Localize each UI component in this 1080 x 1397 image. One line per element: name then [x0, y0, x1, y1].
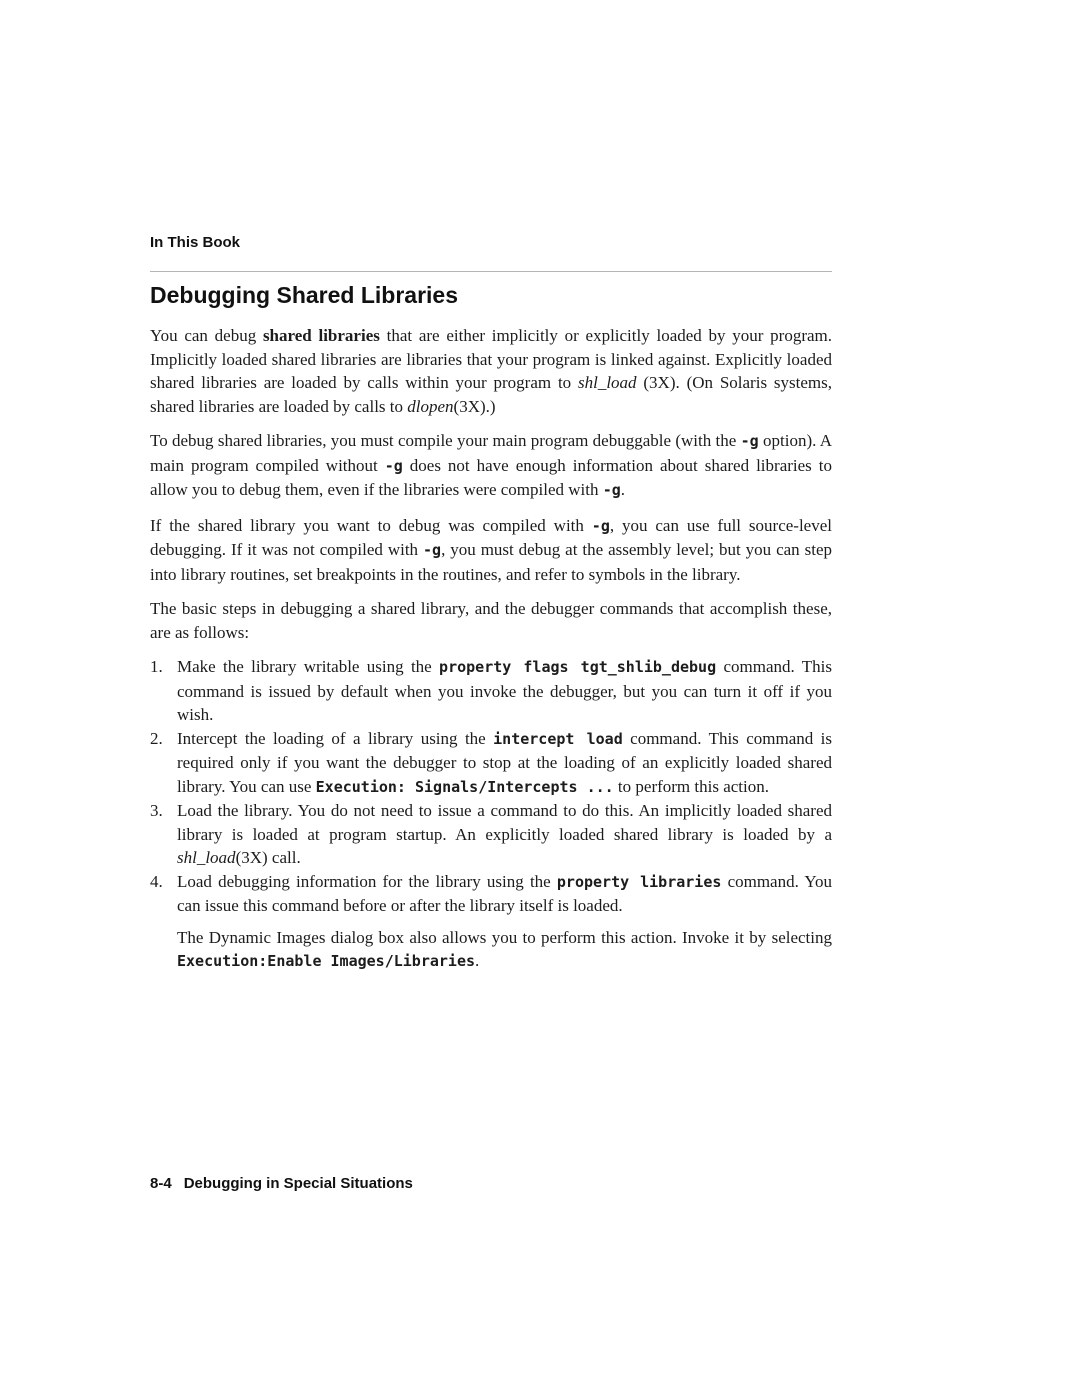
paragraph-2: To debug shared libraries, you must compile your main program debuggable (with the -g option). A main program compiled without -g does not have enough information about shared libraries to allow you to debug them, even if the libraries were compiled with -g. [150, 431, 832, 499]
list-item [150, 870, 832, 918]
page-footer [150, 1175, 413, 1192]
footer-section-title: Debugging in Special Situations [183, 1175, 413, 1192]
page-title: Debugging Shared Libraries [150, 282, 458, 308]
list-item-number: 1. [150, 657, 163, 676]
list-item-text: Intercept the loading of a library using the intercept load command. This command is required only if you want the debugger to stop at the loading of an explicitly loaded shared library. You can use Execution: Signals/Intercepts ... to perform this action. [177, 728, 832, 796]
list-item-text: Make the library writable using the property flags tgt_shlib_debug command. This command is issued by default when you invoke the debugger, but you can turn it off if you wish. [177, 657, 832, 724]
list-item [150, 727, 832, 800]
paragraph-5: The Dynamic Images dialog box also allows you to perform this action. Invoke it by selecting Execution:Enable Images/Libraries. [177, 927, 832, 970]
section-rule [150, 271, 832, 272]
page-number: 8-4 [150, 1175, 172, 1192]
paragraph-4: The basic steps in debugging a shared library, and the debugger commands that accomplish these, are as follows: [150, 599, 832, 642]
list-item-number: 2. [150, 728, 163, 748]
list-item-number: 3. [150, 801, 163, 820]
list-item [150, 799, 832, 870]
list-item-number: 4. [150, 871, 163, 891]
paragraph-3: If the shared library you want to debug was compiled with -g, you can use full source-level debugging. If it was not compiled with -g, you must debug at the assembly level; but you can step into library routines, set breakpoints in the routines, and refer to symbols in the library. [150, 515, 832, 584]
list-item [150, 655, 832, 727]
section-label: In This Book [150, 234, 240, 251]
paragraph-1: You can debug shared libraries that are either implicitly or explicitly loaded by your program. Implicitly loaded shared libraries are libraries that your program is linked against. Explicitly loaded shared libraries are loaded by calls within your program to shl_load (3X). (On Solaris systems, shared libraries are loaded by calls to dlopen(3X).) [150, 326, 833, 416]
steps-list [150, 655, 832, 918]
page-content [150, 234, 832, 985]
list-item-text: Load debugging information for the library using the property libraries command. You can issue this command before or after the library itself is loaded. [177, 871, 832, 915]
list-item-text: Load the library. You do not need to issue a command to do this. An implicitly loaded shared library is loaded at program startup. An explicitly loaded shared library is loaded by a shl_load(3X) call. [177, 801, 832, 867]
